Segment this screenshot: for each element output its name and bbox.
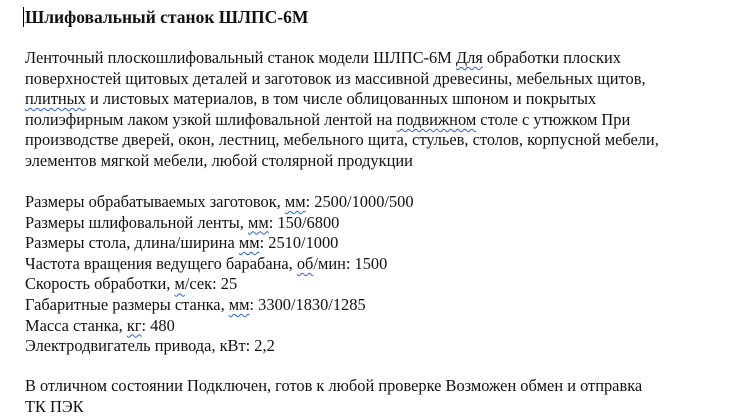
- text-run: полиэфирным лаком узкой шлифовальной лентой на: [25, 109, 397, 129]
- text-run: В отличном состоянии Подключен, готов к любой проверке Возможен обмен и отправка: [25, 376, 643, 395]
- text-run: : 2510/1000: [259, 233, 339, 253]
- text-line: [25, 213, 414, 234]
- text-line: [25, 69, 659, 90]
- text-run: /сек: 25: [184, 274, 238, 294]
- text-run: элементов мягкой мебели, любой столярной продукции: [25, 150, 413, 170]
- text-line: [25, 89, 659, 110]
- text-line: [25, 192, 414, 213]
- footer-paragraph[interactable]: [25, 376, 642, 417]
- text-line: [25, 48, 659, 69]
- text-run: Размеры шлифовальной ленты,: [25, 212, 249, 232]
- text-run: Габаритные размеры станка,: [25, 294, 229, 314]
- text-cursor: [23, 7, 24, 27]
- text-run: Ленточный плоскошлифовальный станок модели ШЛПС-6М: [25, 48, 456, 67]
- spellcheck-flagged-word: мм: [228, 294, 250, 314]
- text-line: [25, 274, 414, 295]
- text-run: и листовых материалов, в том числе облицованных шпоном и покрытых: [85, 89, 597, 109]
- text-line: [25, 336, 414, 357]
- text-run: поверхностей щитовых деталей и заготовок из массивной древесины, мебельных щитов,: [25, 68, 646, 88]
- text-run: Частота вращения ведущего барабана,: [25, 253, 297, 273]
- text-line: [25, 151, 659, 172]
- text-line: [25, 130, 659, 151]
- spellcheck-flagged-word: мм: [284, 192, 306, 211]
- text-run: /мин: 1500: [313, 253, 388, 273]
- spellcheck-flagged-word: подвижном: [396, 109, 477, 129]
- text-line: [25, 316, 414, 337]
- text-run: : 3300/1830/1285: [249, 294, 366, 314]
- text-run: ТК ПЭК: [25, 396, 84, 416]
- text-run: : 480: [141, 315, 175, 335]
- description-paragraph[interactable]: [25, 48, 659, 172]
- text-run: Размеры обрабатываемых заготовок,: [25, 192, 285, 211]
- text-run: производстве дверей, окон, лестниц, мебельного щита, стульев, столов, корпусной мебели,: [25, 130, 659, 150]
- text-line: [25, 254, 414, 275]
- text-run: : 2500/1000/500: [305, 192, 414, 211]
- spellcheck-flagged-word: м: [174, 274, 185, 294]
- text-line: [25, 233, 414, 254]
- text-line: [25, 397, 642, 417]
- spellcheck-flagged-word: мм: [248, 212, 269, 232]
- document-title[interactable]: Шлифовальный станок ШЛПС-6М: [25, 7, 309, 27]
- text-run: обработки плоских: [482, 48, 621, 67]
- text-run: Размеры стола, длина/ширина: [25, 233, 239, 253]
- text-run: Скорость обработки,: [25, 274, 175, 294]
- text-line: [25, 376, 642, 397]
- text-line: [25, 295, 414, 316]
- spellcheck-flagged-word: кг: [126, 315, 142, 335]
- text-line: [25, 110, 659, 131]
- spellcheck-flagged-word: об: [296, 253, 314, 273]
- text-run: : 150/6800: [268, 212, 340, 232]
- spellcheck-flagged-word: плитных: [25, 89, 86, 109]
- text-run: Масса станка,: [25, 315, 127, 335]
- text-run: Электродвигатель привода, кВт: 2,2: [25, 336, 275, 356]
- specs-paragraph[interactable]: [25, 192, 414, 357]
- spellcheck-flagged-word: Для: [455, 48, 483, 67]
- text-run: столе с утюжком При: [476, 109, 631, 129]
- spellcheck-flagged-word: мм: [238, 233, 260, 253]
